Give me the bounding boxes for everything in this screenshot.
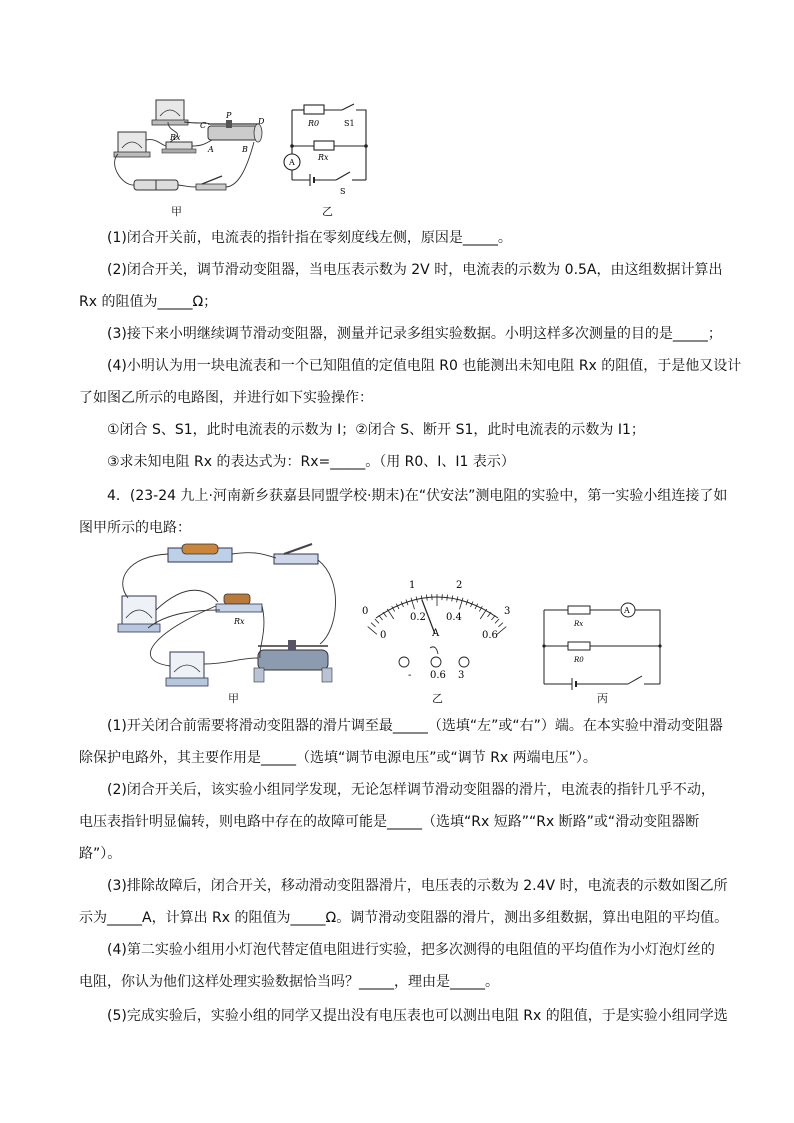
dial-tick bbox=[497, 627, 506, 635]
dial-tick bbox=[447, 595, 448, 601]
caption-q4-yi: 乙 bbox=[432, 692, 443, 705]
figure-q4-meter-dial bbox=[352, 574, 522, 686]
label-D: D bbox=[258, 117, 265, 126]
q4-part1-line2: 除保护电路外，其主要作用是_____（选填“调节电源电压”或“调节 Rx 两端电压”）。 bbox=[79, 750, 597, 766]
label-B: B bbox=[242, 145, 248, 154]
dial-tick bbox=[499, 623, 503, 627]
dial-tick bbox=[375, 619, 379, 623]
bing-label-Rx: Rx bbox=[574, 620, 584, 628]
dial-tick bbox=[379, 615, 383, 620]
caption-q4-bing: 丙 bbox=[597, 692, 608, 705]
label-C: C bbox=[200, 121, 207, 130]
bing-ammeter-A: A bbox=[624, 606, 630, 615]
label-Rx-circuit: Rx bbox=[318, 153, 329, 162]
q3-part4-line2: 了如图乙所示的电路图，并进行如下实验操作： bbox=[79, 390, 373, 406]
q4-part5-line1: (5)完成实验后，实验小组的同学又提出没有电压表也可以测出电阻 Rx 的阻值，于是实验小组同学选 bbox=[107, 1008, 728, 1024]
dial-tick bbox=[452, 595, 453, 601]
label-R0: R0 bbox=[308, 119, 320, 128]
dial-top-0: 0 bbox=[362, 606, 369, 617]
label-ammeter-A: A bbox=[289, 158, 295, 167]
q4-part2-line1: (2)闭合开关后，该实验小组同学发现，无论怎样调节滑动变阻器的滑片，电流表的指针几乎不动， bbox=[107, 782, 715, 798]
q3-part2-line1: (2)闭合开关，调节滑动变阻器，当电压表示数为 2V 时，电流表的示数为 0.5A，由这组数据计算出 bbox=[107, 262, 723, 278]
q4-part3-line2: 示为_____A，计算出 Rx 的阻值为_____Ω。调节滑动变阻器的滑片，测出多组数据，算出电阻的平均值。 bbox=[79, 910, 729, 926]
dial-bottom-0: 0 bbox=[380, 630, 387, 641]
label-S1: S1 bbox=[344, 119, 355, 128]
q3-part2-line2: Rx 的阻值为_____Ω； bbox=[79, 294, 218, 310]
figure-q4-circuit bbox=[536, 598, 668, 690]
terminal-0.6: 0.6 bbox=[430, 670, 446, 681]
dial-top-1: 1 bbox=[409, 580, 416, 591]
dial-tick bbox=[495, 619, 499, 623]
q3-part3: (3)接下来小明继续调节滑动变阻器，测量并记录多组实验数据。小明这样多次测量的目的是_____； bbox=[107, 326, 722, 342]
bing-label-R0: R0 bbox=[574, 656, 584, 664]
svg-text:Rx: Rx bbox=[234, 617, 245, 626]
label-A-end: A bbox=[208, 145, 214, 154]
figure-q4-apparatus bbox=[108, 540, 344, 692]
dial-tick bbox=[491, 615, 495, 620]
dial-tick bbox=[371, 623, 375, 627]
q3-part4-line1: (4)小明认为用一块电流表和一个已知阻值的定值电阻 R0 也能测出未知电阻 Rx 的阻值，于是他又设计 bbox=[107, 358, 742, 374]
caption-yi-top: 乙 bbox=[322, 205, 333, 218]
caption-jia-top: 甲 bbox=[171, 205, 182, 218]
q4-part3-line1: (3)排除故障后，闭合开关，移动滑动变阻器滑片，电压表的示数为 2.4V 时，电流表的示数如图乙所 bbox=[107, 878, 728, 894]
dial-bottom-0.2: 0.2 bbox=[410, 612, 426, 623]
q3-part1: (1)闭合开关前，电流表的指针指在零刻度线左侧，原因是_____。 bbox=[107, 230, 512, 246]
figure-top-apparatus bbox=[108, 94, 276, 202]
dial-tick bbox=[480, 609, 487, 619]
label-Rx: Rx bbox=[170, 133, 181, 142]
label-S: S bbox=[340, 187, 346, 196]
q4-part2-line2: 电压表指针明显偏转，则电路中存在的故障可能是_____（选填“Rx 短路”“Rx 断路”或“滑动变阻器断 bbox=[79, 814, 700, 830]
dial-top-3: 3 bbox=[504, 606, 511, 617]
dial-bottom-0.6: 0.6 bbox=[482, 630, 498, 641]
dial-tick bbox=[387, 609, 394, 619]
q4-part4-line1: (4)第二实验小组用小灯泡代替定值电阻进行实验，把多次测得的电阻值的平均值作为小灯泡灯丝的 bbox=[107, 942, 715, 958]
q3-part4-step3: ③求未知电阻 Rx 的表达式为：Rx=_____。（用 R0、I、I1 表示） bbox=[107, 454, 515, 470]
q4-header-line2: 图甲所示的电路： bbox=[79, 520, 191, 536]
terminal-minus: - bbox=[408, 670, 412, 681]
dial-unit-A: A bbox=[432, 628, 440, 639]
q4-part1-line1: (1)开关闭合前需要将滑动变阻器的滑片调至最_____（选填“左”或“右”）端。在本实验中滑动变阻器 bbox=[107, 718, 723, 734]
caption-q4-jia: 甲 bbox=[228, 692, 239, 705]
label-P: P bbox=[226, 111, 232, 120]
dial-tick bbox=[427, 595, 428, 601]
figure-top-circuit bbox=[280, 100, 376, 196]
q4-header-line1: 4．(23-24 九上·河南新乡获嘉县同盟学校·期末)在“伏安法”测电阻的实验中，第一实验小组连接了如 bbox=[107, 488, 728, 504]
q4-part2-line3: 路”）。 bbox=[79, 846, 122, 862]
terminal-3: 3 bbox=[458, 670, 465, 681]
q4-part4-line2: 电阻，你认为他们这样处理实验数据恰当吗？_____，理由是_____。 bbox=[79, 974, 499, 990]
q3-part4-step12: ①闭合 S、S1，此时电流表的示数为 I；②闭合 S、断开 S1，此时电流表的示数为 I1； bbox=[107, 422, 645, 438]
dial-bottom-0.4: 0.4 bbox=[446, 612, 462, 623]
dial-tick bbox=[368, 627, 377, 635]
dial-top-2: 2 bbox=[456, 580, 463, 591]
